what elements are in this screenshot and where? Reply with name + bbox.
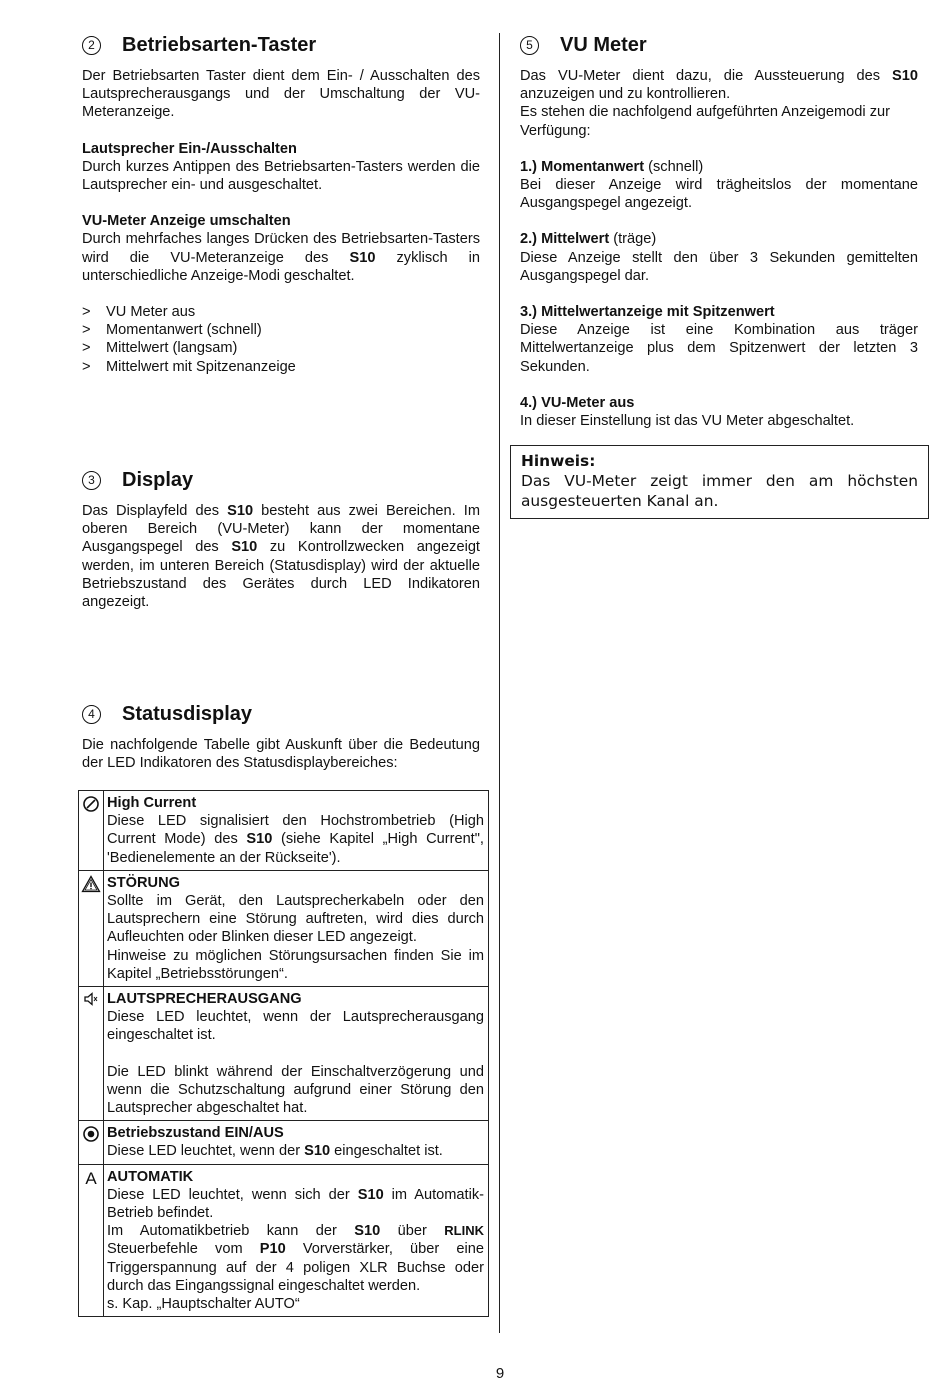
table-cell-text xyxy=(104,1164,489,1317)
paragraph: Die nachfolgende Tabelle gibt Auskunft über die Bedeutung der LED Indikatoren des Statusdisplaybereiches: xyxy=(82,737,480,772)
product-name: S10 xyxy=(349,249,376,266)
table-row xyxy=(79,870,489,986)
section-heading xyxy=(82,702,480,726)
mode-heading xyxy=(520,230,918,248)
led-description xyxy=(107,812,484,867)
paragraph: Diese Anzeige stellt den über 3 Sekunden gemittelten Ausgangspegel dar. xyxy=(520,249,918,284)
list-item: > Momentanwert (schnell) xyxy=(82,321,480,339)
warning-triangle-icon xyxy=(81,875,101,893)
paragraph: Durch kurzes Antippen des Betriebsarten-Tasters werden die Lautsprecher ein- und ausgeschaltet. xyxy=(82,158,480,194)
paragraph: Es stehen die nachfolgend aufgeführten Anzeigemodi zur Verfügung: xyxy=(520,104,890,139)
table-cell-text xyxy=(104,870,489,986)
section-heading xyxy=(520,33,918,57)
text: anzuzeigen und zu kontrollieren. xyxy=(520,86,731,103)
table-row xyxy=(79,1164,489,1317)
page-number: 9 xyxy=(495,1365,505,1382)
mode-suffix: (schnell) xyxy=(644,158,704,175)
mode-list xyxy=(82,303,480,376)
table-row xyxy=(79,1121,489,1164)
text: besteht aus zwei Bereichen. Im oberen Bereich (VU-Meter) kann der momentane Ausgangspegel des xyxy=(82,503,480,556)
note-text: Das VU-Meter zeigt immer den am höchsten ausgesteuerten Kanal an. xyxy=(521,472,918,510)
led-description: Sollte im Gerät, den Lautsprecherkabeln oder den Lautsprechern eine Störung auftreten, wird dies durch Aufleuchten oder Blinken dieser LED angezeigt. xyxy=(107,893,484,946)
product-name: S10 xyxy=(227,503,254,519)
paragraph xyxy=(520,67,918,103)
led-description: Die LED blinkt während der Einschaltverzögerung und wenn die Schutzschaltung aufgrund einer Störung den Lautsprecher abgeschaltet hat. xyxy=(107,1063,484,1117)
mode-suffix: (träge) xyxy=(609,231,657,248)
mode-title: 2.) Mittelwert xyxy=(520,231,610,248)
led-description xyxy=(107,1222,484,1295)
table-cell-icon xyxy=(79,870,104,986)
product-name: S10 xyxy=(354,1223,381,1240)
led-indicator-table xyxy=(78,790,489,1317)
table-cell-text xyxy=(104,1121,489,1164)
mode-title: 3.) Mittelwertanzeige mit Spitzenwert xyxy=(520,304,775,321)
text: (siehe Kapitel „High Current", 'Bedienelemente an der Rückseite'). xyxy=(107,831,484,866)
subheading: Lautsprecher Ein-/Ausschalten xyxy=(82,140,297,157)
led-title: AUTOMATIK xyxy=(107,1168,194,1185)
text: Diese LED signalisiert den Hochstrombetrieb (High Current Mode) des xyxy=(107,813,484,848)
table-row xyxy=(79,791,489,871)
table-cell-icon xyxy=(79,1121,104,1164)
led-title: High Current xyxy=(107,795,197,811)
rlink-name: RLINK xyxy=(444,1223,484,1239)
product-name: S10 xyxy=(357,1186,384,1203)
section-betriebsarten-taster xyxy=(82,33,480,376)
mode-heading xyxy=(520,394,918,412)
section-title: Betriebsarten-Taster xyxy=(122,34,317,56)
led-description: Diese LED leuchtet, wenn der Lautsprecherausgang eingeschaltet ist. xyxy=(107,1009,484,1044)
product-name: S10 xyxy=(231,539,258,556)
product-name: P10 xyxy=(259,1241,286,1258)
text: im Automatik-Betrieb befindet. xyxy=(107,1186,484,1222)
section-title: VU Meter xyxy=(560,34,647,56)
section-title: Statusdisplay xyxy=(122,703,253,725)
column-divider xyxy=(499,33,500,1333)
text: Im Automatikbetrieb kann der xyxy=(107,1223,355,1240)
table-cell-icon xyxy=(79,987,104,1121)
paragraph: Diese Anzeige ist eine Kombination aus träger Mittelwertanzeige plus dem Spitzenwert der letzten 3 Sekunden. xyxy=(520,322,918,375)
text: Diese LED leuchtet, wenn der xyxy=(107,1143,305,1160)
product-name: S10 xyxy=(304,1143,331,1160)
led-title: LAUTSPRECHERAUSGANG xyxy=(107,991,302,1008)
led-description: s. Kap. „Hauptschalter AUTO“ xyxy=(107,1296,300,1313)
text: über xyxy=(380,1223,445,1240)
mode-title: 1.) Momentanwert xyxy=(520,158,645,175)
paragraph xyxy=(82,502,480,611)
text: zyklisch in unterschiedliche Anzeige-Modi geschaltet. xyxy=(82,249,480,284)
paragraph: Bei dieser Anzeige wird trägheitslos der momentane Ausgangspegel angezeigt. xyxy=(520,177,918,212)
note-heading: Hinweis: xyxy=(521,452,596,470)
list-item: > Mittelwert (langsam) xyxy=(82,339,480,357)
section-number: 2 xyxy=(82,36,101,55)
text: Das VU-Meter dient dazu, die Aussteuerung des xyxy=(520,68,893,84)
section-heading xyxy=(82,33,480,57)
mode-heading xyxy=(520,158,918,176)
section-number: 5 xyxy=(520,36,539,55)
paragraph: In dieser Einstellung ist das VU Meter abgeschaltet. xyxy=(520,413,855,430)
text: Vorverstärker, über eine Triggerspannung auf der 4 poligen XLR Buchse oder durch das Eingangssignal eingeschaltet werden. xyxy=(107,1241,484,1294)
table-cell-text xyxy=(104,791,489,871)
note-box xyxy=(510,445,929,519)
table-row xyxy=(79,987,489,1121)
speaker-icon xyxy=(83,991,99,1007)
section-number: 3 xyxy=(82,471,101,490)
table-cell-icon xyxy=(79,791,104,871)
text: Steuerbefehle vom xyxy=(107,1241,260,1258)
high-current-icon xyxy=(82,795,100,813)
led-title: Betriebszustand EIN/AUS xyxy=(107,1125,284,1142)
text: zu Kontrollzwecken angezeigt werden, im unteren Bereich (Statusdisplay) wird der aktuelle Betriebszustand des Gerätes durch LED Indikatoren angezeigt. xyxy=(82,539,480,611)
mode-heading xyxy=(520,303,918,321)
table-cell-text xyxy=(104,987,489,1121)
paragraph: Der Betriebsarten Taster dient dem Ein- / Ausschalten des Lautsprecherausgangs und der Umschaltung der VU-Meteranzeige. xyxy=(82,68,480,121)
section-title: Display xyxy=(122,469,194,491)
led-title: STÖRUNG xyxy=(107,874,180,891)
section-statusdisplay xyxy=(82,702,480,772)
text: Durch mehrfaches langes Drücken des Betriebsarten-Tasters wird die VU-Meteranzeige des xyxy=(82,231,480,266)
text: eingeschaltet ist. xyxy=(330,1143,443,1160)
text: Das Displayfeld des xyxy=(82,503,228,519)
section-number: 4 xyxy=(82,705,101,724)
section-vu-meter xyxy=(520,33,918,430)
led-description xyxy=(107,1142,484,1160)
paragraph xyxy=(82,230,480,285)
mode-title: 4.) VU-Meter aus xyxy=(520,394,635,411)
power-target-icon xyxy=(82,1125,100,1143)
led-description xyxy=(107,1186,484,1222)
list-item: > Mittelwert mit Spitzenanzeige xyxy=(82,358,480,376)
subheading: VU-Meter Anzeige umschalten xyxy=(82,213,291,230)
text: Diese LED leuchtet, wenn sich der xyxy=(107,1186,358,1203)
list-item: > VU Meter aus xyxy=(82,303,480,321)
section-heading xyxy=(82,468,480,492)
automatik-icon: A xyxy=(79,1164,104,1317)
led-description: Hinweise zu möglichen Störungsursachen finden Sie im Kapitel „Betriebsstörungen“. xyxy=(107,947,484,982)
product-name: S10 xyxy=(246,831,273,848)
section-display xyxy=(82,468,480,611)
product-name: S10 xyxy=(892,68,918,84)
